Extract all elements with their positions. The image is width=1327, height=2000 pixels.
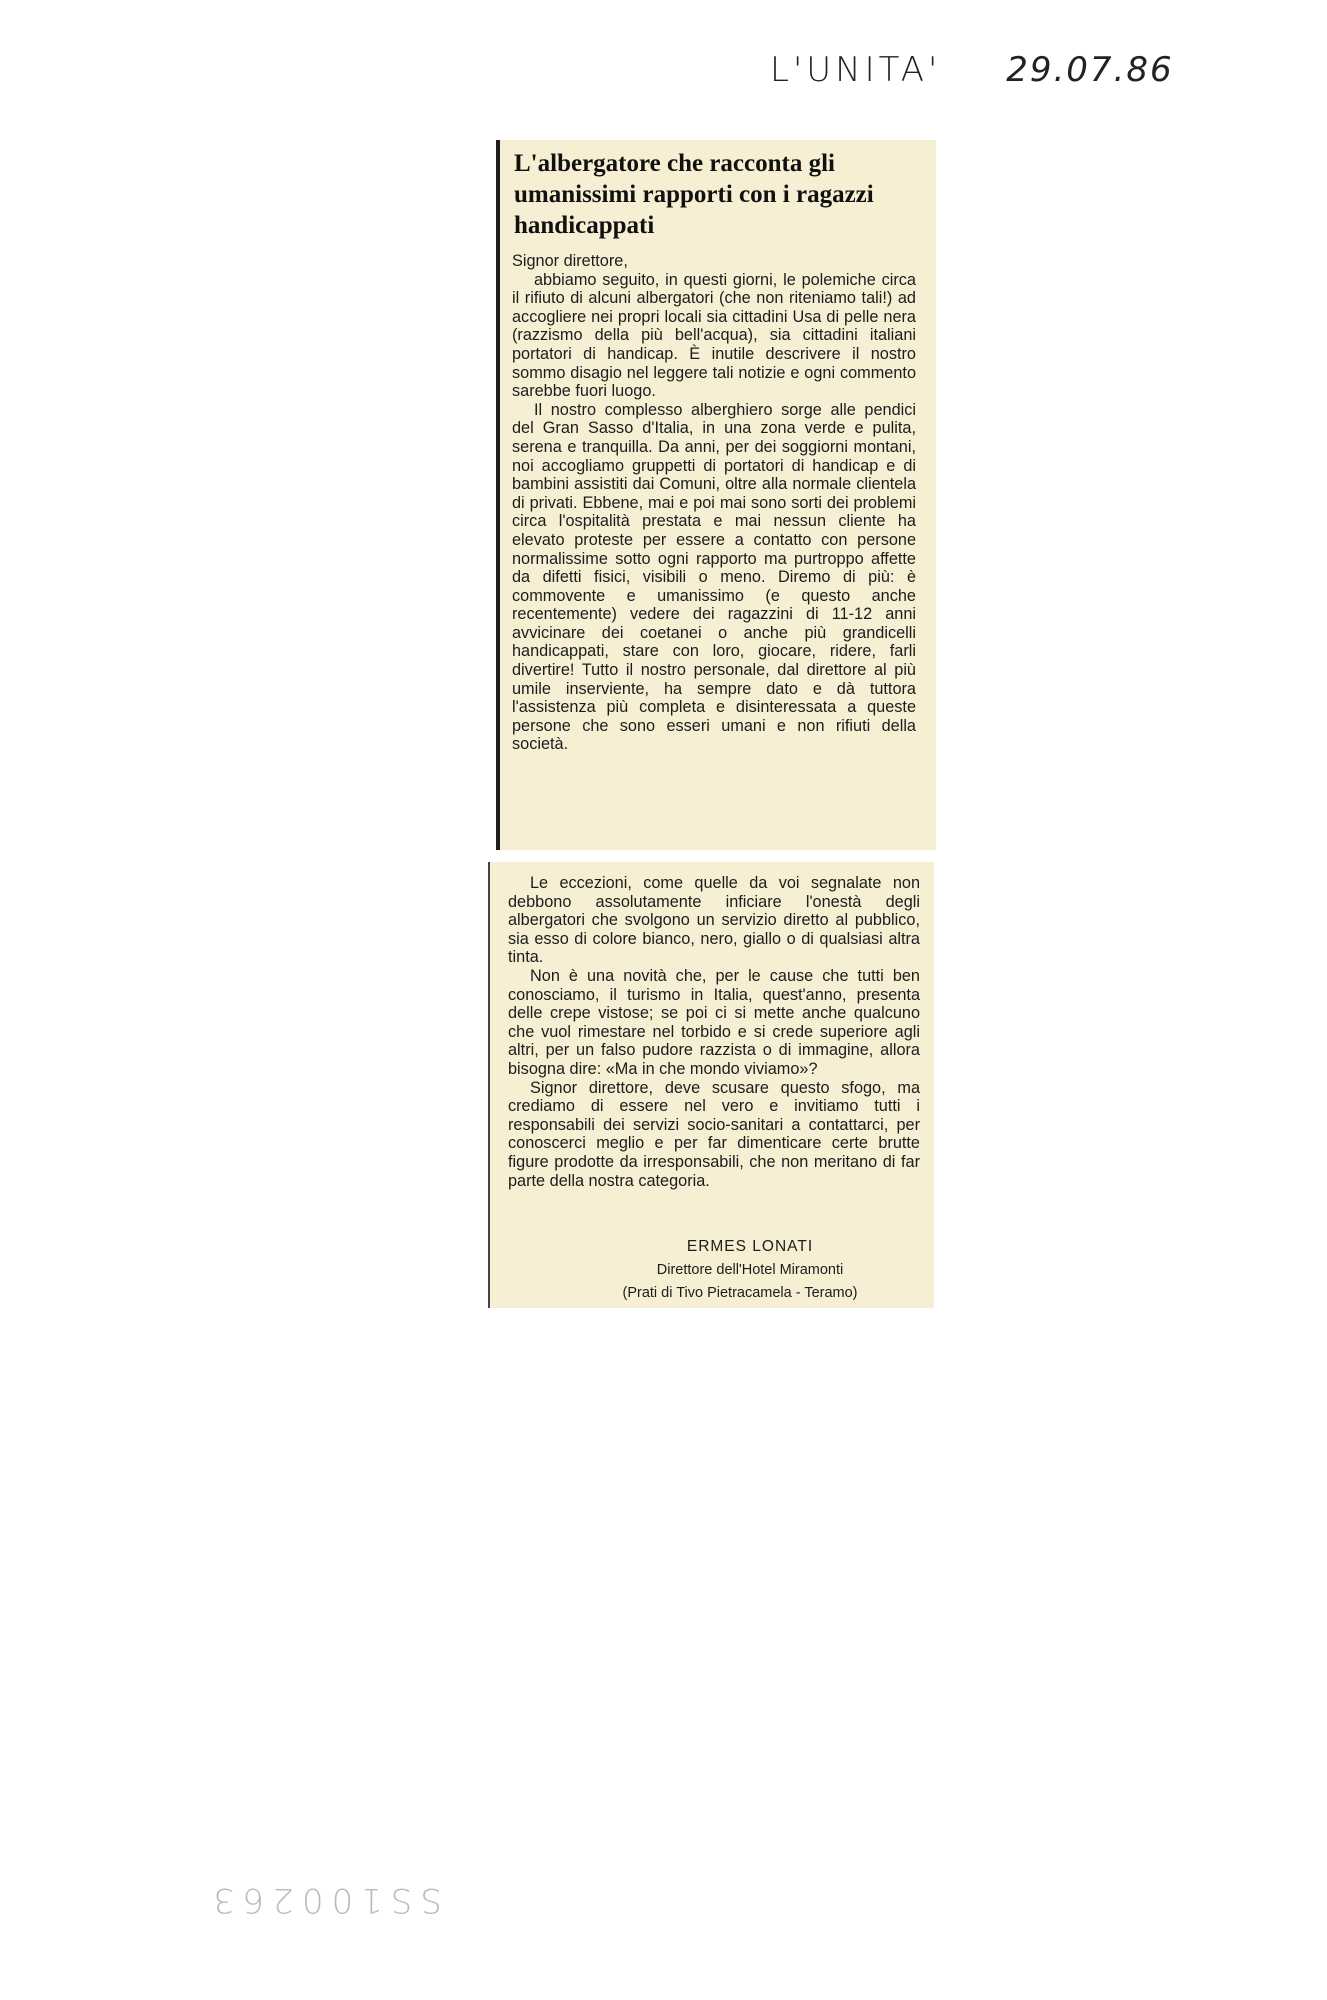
paragraph: Signor direttore, deve scusare questo sfogo, ma crediamo di essere nel vero e invitiamo tutti i responsabili dei servizi socio-sanitari a contattarci, per conoscerci meglio e per far dimenticare certe brutte figure prodotte da irresponsabili, che non meritano di far parte della nostra categoria. xyxy=(508,1078,920,1190)
article-body-bottom xyxy=(508,874,920,1190)
article-headline: L'albergatore che racconta gli umanissimi rapporti con i ragazzi handicappati xyxy=(514,150,874,239)
salutation: Signor direttore, xyxy=(512,252,628,270)
archive-number-stamp: SS100263 xyxy=(205,1880,442,1920)
paragraph: Non è una novità che, per le cause che tutti ben conosciamo, il turismo in Italia, quest'anno, presenta delle crepe vistose; se poi ci si mette anche qualcuno che vuol rimestare nel torbido e si crede superiore agli altri, per un falso pudore razzista o di immagine, allora bisogna dire: «Ma in che mondo viviamo»? xyxy=(508,966,920,1078)
handwritten-source-note xyxy=(770,50,1174,90)
article-body-top xyxy=(512,252,916,754)
signature-name: ERMES LONATI xyxy=(686,1238,814,1255)
signature-place: (Prati di Tivo Pietracamela - Teramo) xyxy=(622,1285,858,1301)
paragraph: abbiamo seguito, in questi giorni, le polemiche circa il rifiuto di alcuni albergatori (che non riteniamo tali!) ad accogliere nei propri locali sia cittadini Usa di pelle nera (razzismo della più bell'acqua), sia cittadini italiani portatori di handicap. È inutile descrivere il nostro sommo disagio nel leggere tali notizie e ogni commento sarebbe fuori luogo. xyxy=(512,270,916,401)
source-label: L'UNITA' xyxy=(770,50,942,90)
paragraph: Il nostro complesso alberghiero sorge alle pendici del Gran Sasso d'Italia, in una zona verde e pulita, serena e tranquilla. Da anni, per dei soggiorni montani, noi accogliamo gruppetti di portatori di handicap e di bambini assistiti dai Comuni, oltre alla normale clientela di privati. Ebbene, mai e poi mai sono sorti dei problemi circa l'ospitalità prestata e mai nessun cliente ha elevato proteste per essere a contatto con persone normalissime sotto ogni rapporto ma purtroppo affette da difetti fisici, visibili o meno. Diremo di più: è commovente e umanissimo (e questo anche recentemente) vedere dei ragazzini di 11-12 anni avvicinare dei coetanei o anche più grandicelli handicappati, stare con loro, giocare, ridere, farli divertire! Tutto il nostro personale, dal direttore al più umile inserviente, ha sempre dato e dà tuttora l'assistenza più completa e disinteressata a queste persone che sono esseri umani e non rifiuti della società. xyxy=(512,400,916,754)
date-label: 29.07.86 xyxy=(1006,50,1174,90)
signature-title: Direttore dell'Hotel Miramonti xyxy=(656,1262,844,1278)
paragraph: Le eccezioni, come quelle da voi segnalate non debbono assolutamente inficiare l'onestà degli albergatori che svolgono un servizio diretto al pubblico, sia esso di colore bianco, nero, giallo o di qualsiasi altra tinta. xyxy=(508,874,920,967)
